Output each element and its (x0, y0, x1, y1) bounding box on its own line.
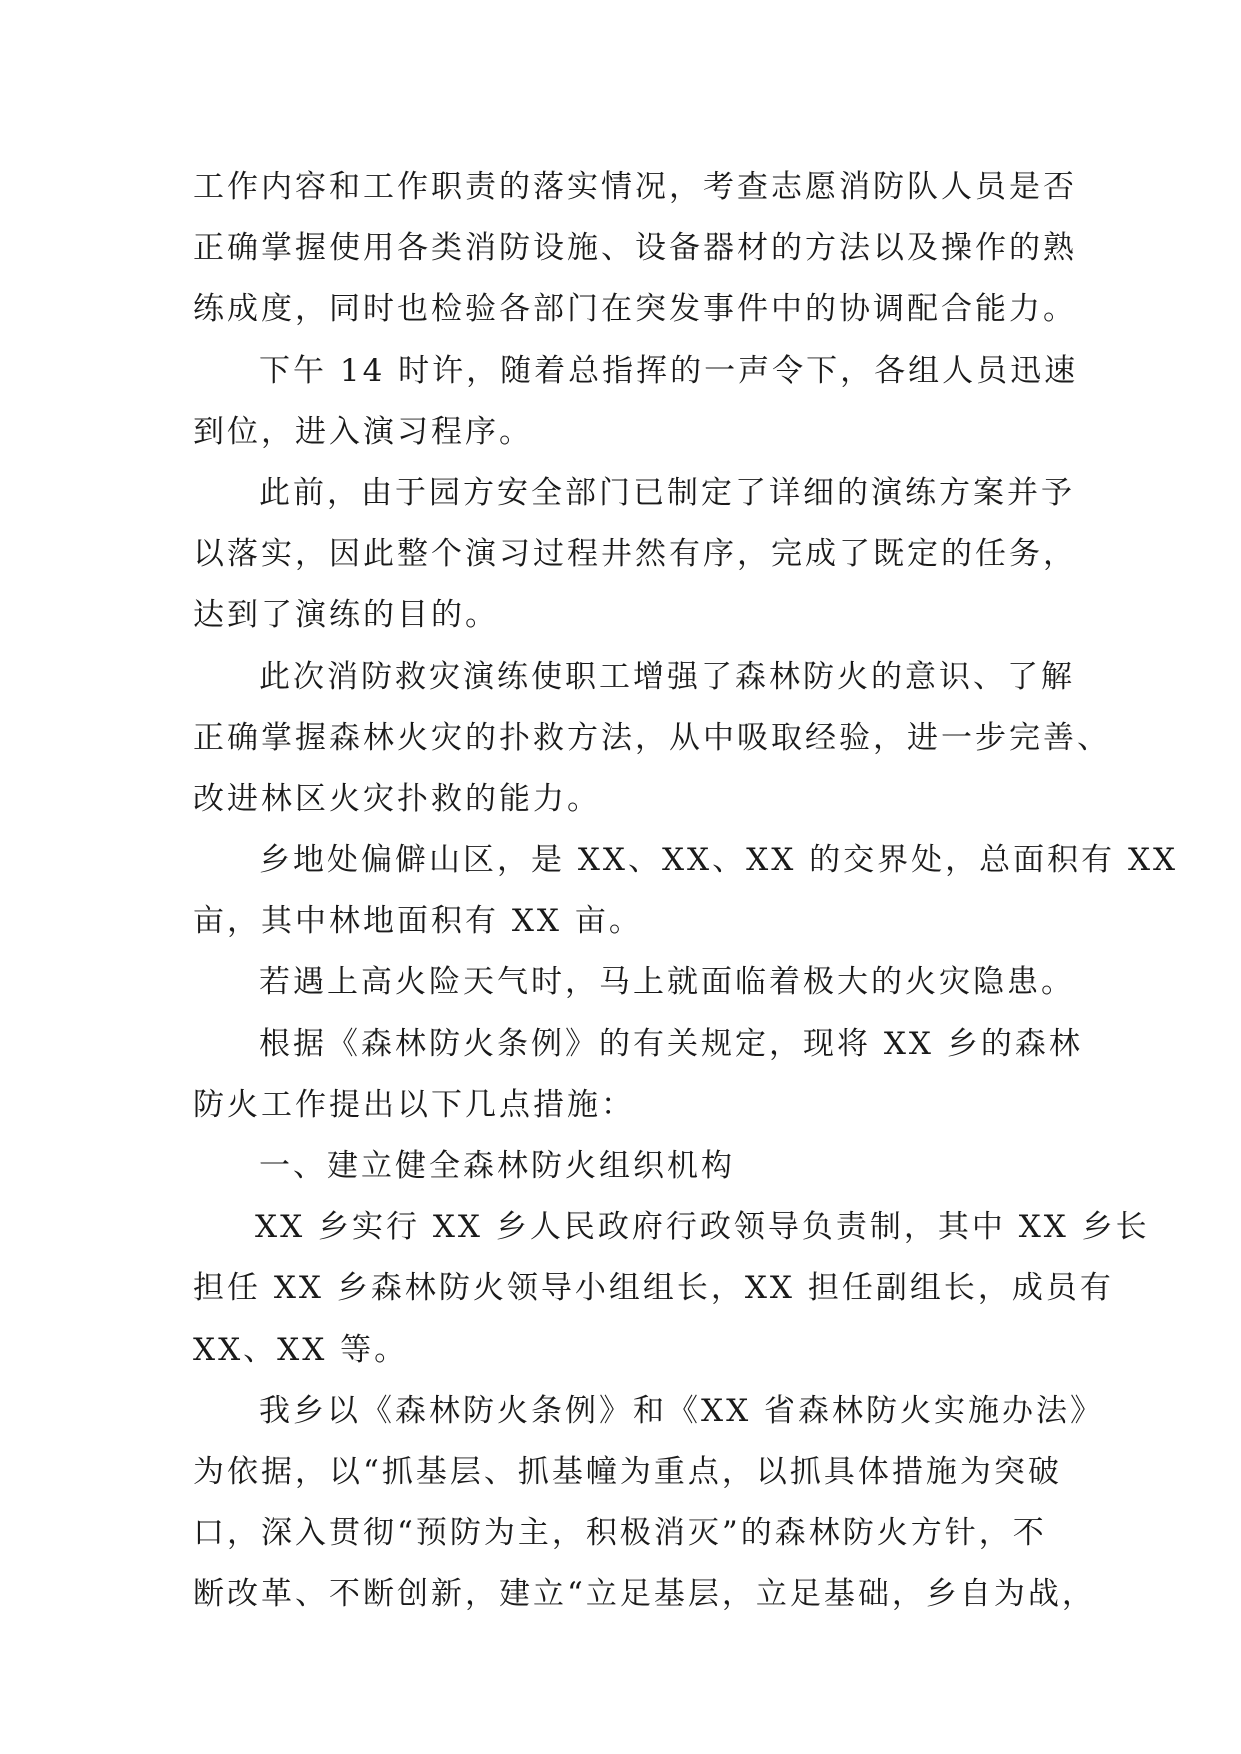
paragraph-start-line: 此次消防救灾演练使职工增强了森林防火的意识、了解 (259, 658, 1075, 695)
paragraph-start-line: 若遇上高火险天气时，马上就面临着极大的火灾隐患。 (259, 964, 1075, 1001)
paragraph-start-line: 此前，由于园方安全部门已制定了详细的演练方案并予 (259, 474, 1075, 511)
text-line: 亩，其中林地面积有 XX 亩。 (193, 903, 643, 940)
text-line: 口，深入贯彻“预防为主，积极消灭”的森林防火方针，不 (193, 1515, 1047, 1552)
text-line: 防火工作提出以下几点措施： (193, 1086, 635, 1123)
body-text (193, 157, 1179, 1626)
paragraph-start-line: 下午 14 时许，随着总指挥的一声令下，各组人员迅速 (259, 352, 1079, 389)
text-line: 改进林区火灾扑救的能力。 (193, 780, 601, 817)
text-line: 工作内容和工作职责的落实情况，考查志愿消防队人员是否 (193, 169, 1077, 205)
text-line: 正确掌握森林火灾的扑救方法，从中吸取经验，进一步完善、 (193, 719, 1111, 756)
paragraph-start-line: 根据《森林防火条例》的有关规定，现将 XX 乡的森林 (259, 1025, 1083, 1062)
text-line: 正确掌握使用各类消防设施、设备器材的方法以及操作的熟 (193, 230, 1077, 267)
text-line: 为依据，以“抓基层、抓基幢为重点，以抓具体措施为突破 (193, 1453, 1062, 1490)
text-line: 达到了演练的目的。 (193, 597, 499, 634)
paragraph-start-line: XX 乡实行 XX 乡人民政府行政领导负责制，其中 XX 乡长 (255, 1209, 1150, 1246)
text-line: 练成度，同时也检验各部门在突发事件中的协调配合能力。 (193, 291, 1077, 328)
text-line: 到位，进入演习程序。 (193, 413, 533, 450)
paragraph-start-line: 我乡以《森林防火条例》和《XX 省森林防火实施办法》 (259, 1392, 1104, 1429)
text-line: 断改革、不断创新，建立“立足基层，立足基础，乡自为战， (193, 1576, 1096, 1613)
paragraph-start-line: 乡地处偏僻山区，是 XX、XX、XX 的交界处，总面积有 XX (259, 842, 1179, 879)
text-line: 以落实，因此整个演习过程井然有序，完成了既定的任务， (193, 536, 1077, 573)
section-heading: 一、建立健全森林防火组织机构 (259, 1148, 735, 1184)
text-line: XX、XX 等。 (193, 1331, 409, 1368)
text-line: 担任 XX 乡森林防火领导小组组长，XX 担任副组长，成员有 (193, 1270, 1114, 1307)
